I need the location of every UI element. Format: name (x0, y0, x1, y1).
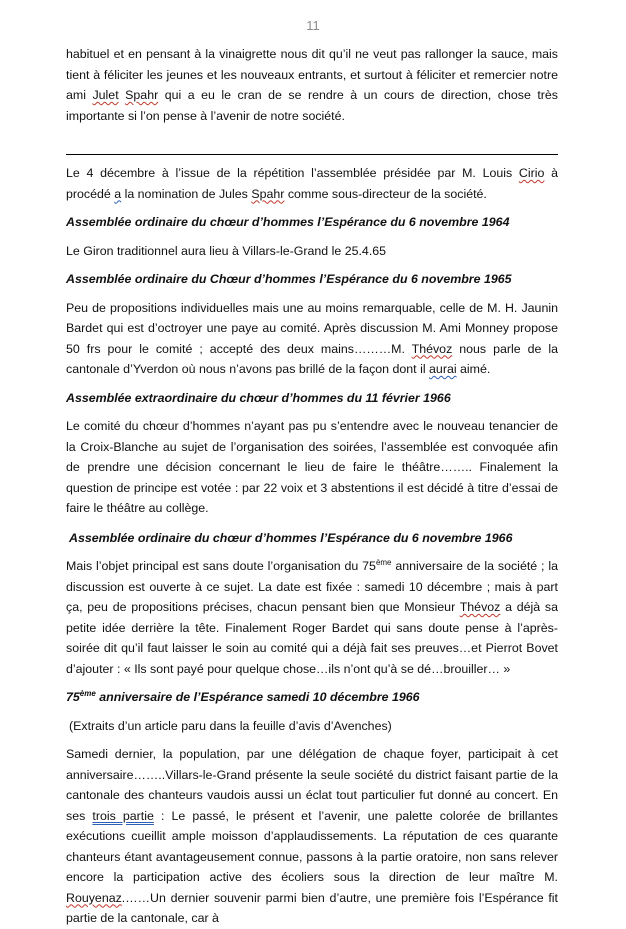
spellcheck-word: Julet (92, 88, 119, 102)
grammar-word: a (114, 186, 122, 201)
paragraph-75-anniversaire (66, 556, 558, 679)
heading-assemblee-1966-novembre: Assemblée ordinaire du chœur d’hommes l’Espérance du 6 novembre 1966 (69, 530, 513, 545)
paragraph-propositions (66, 298, 558, 380)
text-run: 75 (66, 690, 80, 704)
text-run: la nomination de Jules (121, 186, 252, 201)
text-run: anniversaire de la société ; la discussion est ouverte à ce sujet. La date est fixée : samedi 10 décembre ; mais à part ça, peu de propositions précises, chacun pensant bien que Monsieur (66, 559, 558, 614)
document-body (66, 40, 558, 929)
text-run: comme sous-directeur de la société. (284, 186, 487, 201)
superscript: ème (375, 558, 392, 567)
spellcheck-word: Cirio (518, 166, 545, 180)
text-run: anniversaire de l’Espérance samedi 10 décembre 1966 (95, 690, 420, 704)
text-run: Peu de propositions individuelles mais une au moins remarquable, celle de M. H. Jaunin Bardet qui est d’octroyer une paye au comité. Après discussion M. Ami Monney propose 50 frs pour le comité ; accepté des deux mains………M. (66, 300, 558, 356)
horizontal-rule (66, 154, 558, 155)
grammar-word: trois partie (92, 808, 154, 823)
spellcheck-word: Thévoz (411, 341, 453, 356)
paragraph-extraits: (Extraits d’un article paru dans la feuille d’avis d’Avenches) (69, 718, 392, 733)
paragraph-article (66, 744, 558, 929)
heading-75-anniversaire (66, 687, 558, 708)
paragraph-giron: Le Giron traditionnel aura lieu à Villars-le-Grand le 25.4.65 (66, 243, 387, 258)
heading-assemblee-1964: Assemblée ordinaire du chœur d’hommes l’Espérance du 6 novembre 1964 (66, 215, 510, 229)
text-run: habituel et en pensant à la vinaigrette nous dit qu’il ne veut pas rallonger la sauce, mais tient à féliciter les jeunes et les nouveaux entrants, et surtout à féliciter et remercier notre ami (66, 47, 558, 102)
spellcheck-word: Spahr (125, 88, 159, 102)
superscript: ème (79, 689, 96, 698)
text-run: nous parle de la cantonale d’Yverdon où nous n’avons pas brillé de la façon dont il (66, 341, 559, 376)
text-run: Mais l’objet principal est sans doute l’organisation du 75 (66, 559, 376, 573)
paragraph-croix-blanche: Le comité du chœur d’hommes n’ayant pas pu s’entendre avec le nouveau tenancier de la Croix-Blanche au sujet de l’organisation des soirées, l’assemblée est convoquée afin de prendre une décision concernant le lieu de faire le théâtre…….. Finalement la question de principe est votée : par 22 voix et 3 abstentions il est décidé à titre d’essai de faire le théâtre au collège. (66, 419, 558, 515)
heading-assemblee-1965: Assemblée ordinaire du Chœur d’hommes l’Espérance du 6 novembre 1965 (66, 272, 512, 286)
text-run: Le 4 décembre à l’issue de la répétition l’assemblée présidée par M. Louis (66, 166, 519, 180)
page-number: 11 (306, 18, 320, 33)
heading-assemblee-1966-fevrier: Assemblée extraordinaire du chœur d’hommes du 11 février 1966 (66, 390, 451, 405)
text-run: aimé. (456, 362, 491, 376)
text-run: Samedi dernier, la population, par une délégation de chaque foyer, participait à cet anniversaire……..Villars-le-Grand présente la seule société du district faisant partie de la cantonale des chanteurs vaudois aussi un éclat tout particulier fut donné au concert. En ses (66, 747, 558, 823)
paragraph-nomination (66, 163, 558, 204)
paragraph-vinaigrette (66, 44, 558, 126)
spellcheck-word: Spahr (251, 186, 285, 201)
grammar-word: aurai (429, 362, 457, 376)
spellcheck-word: Thévoz (459, 600, 501, 614)
text-run: : Le passé, le présent et l’avenir, une palette colorée de brillantes exécutions cueillit ample moisson d’applaudissements. La réputation de ces quarante chanteurs étant avantageusement connue, passons à la partie oratoire, non sans relever encore la participation active des écoliers sous la direction de leur maître M. (66, 808, 558, 884)
text-run: qui a eu le cran de se rendre à un cours de direction, chose très importante si l’on pense à l’avenir de notre société. (66, 88, 558, 123)
text-run: .……Un dernier souvenir parmi bien d’autre, une première fois l’Espérance fit partie de la cantonale, car à (66, 890, 558, 925)
spellcheck-word: Rouyenaz (66, 890, 122, 905)
text-run: à procédé (66, 166, 558, 201)
text-run: a déjà sa petite idée derrière la tête. Finalement Roger Bardet qui sans doute pense à l’après-soirée dit qu’il faut laisser le soin au comité qui a déjà fait ses preuves…et Pierrot Bovet d’ajouter : « Ils sont payé pour quelque chose…ils n’ont qu’à se dé…brouiller… » (66, 600, 558, 676)
